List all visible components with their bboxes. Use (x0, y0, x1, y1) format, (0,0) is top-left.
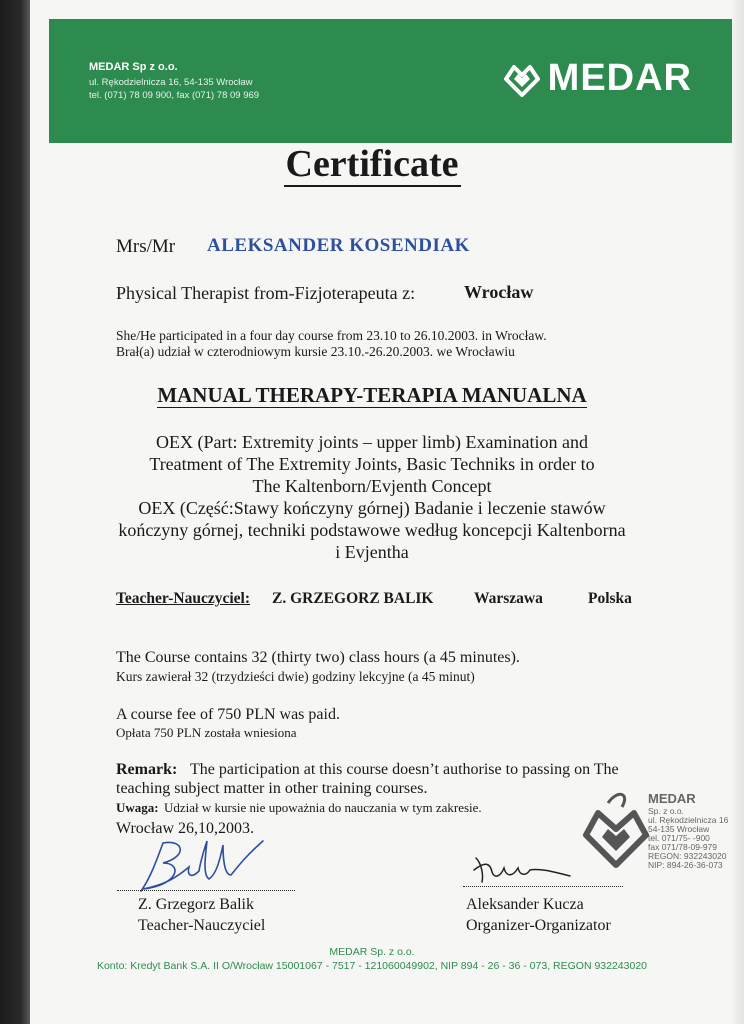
remark-label: Remark: (116, 761, 178, 778)
organizer-signatory-role: Organizer-Organizator (466, 917, 611, 934)
stamp-line: Sp. z o.o. (648, 806, 684, 816)
teacher-name: Z. GRZEGORZ BALIK (272, 590, 434, 607)
organizer-signature-icon (470, 848, 590, 888)
participation-pl: Brał(a) udział w czterodniowym kursie 23.10.-26.20.2003. we Wrocławiu (116, 344, 515, 359)
profession-label: Physical Therapist from-Fizjoterapeuta z: (116, 283, 416, 303)
teacher-signatory-name: Z. Grzegorz Balik (138, 896, 254, 913)
letterhead-phone: tel. (071) 78 09 900, fax (071) 78 09 969 (89, 90, 260, 101)
hours-en: The Course contains 32 (thirty two) class hours (a 45 minutes). (116, 649, 520, 666)
course-line: The Kaltenborn/Evjenth Concept (252, 476, 492, 496)
course-line: OEX (Part: Extremity joints – upper limb) Examination and (156, 432, 588, 452)
stamp-line: tel. 071/75- -900 (648, 833, 710, 843)
footer-bank-details: Konto: Kredyt Bank S.A. II O/Wrocław 15001067 - 7517 - 121060049902, NIP 894 - 26 - 36 - 073, REGON 932243020 (96, 960, 648, 972)
hours-pl: Kurs zawierał 32 (trzydzieści dwie) godziny lekcyjne (a 45 minut) (116, 669, 475, 684)
course-title: MANUAL THERAPY-TERAPIA MANUALNA (157, 383, 587, 407)
footer-company: MEDAR Sp. z o.o. (329, 946, 415, 958)
teacher-city: Warszawa (474, 590, 543, 607)
remark-pl-label: Uwaga: (116, 800, 159, 815)
logo-text: MEDAR (547, 57, 692, 99)
teacher-signatory-role: Teacher-Nauczyciel (138, 917, 266, 934)
stamp-company: MEDAR (648, 791, 696, 806)
recipient-city: Wrocław (464, 282, 534, 302)
organizer-signature-line (463, 886, 623, 887)
stamp-line: NIP: 894-26-36-073 (648, 860, 723, 870)
course-line: OEX (Część:Stawy kończyny górnej) Badanie i leczenie stawów (138, 498, 606, 518)
remark-pl-text: Udział w kursie nie upoważnia do nauczania w tym zakresie. (164, 800, 482, 815)
letterhead-company: MEDAR Sp z o.o. (89, 61, 178, 73)
heart-diamond-logo-icon (502, 59, 542, 99)
participation-en: She/He participated in a four day course from 23.10 to 26.10.2003. in Wrocław. (116, 328, 547, 343)
course-line: i Evjentha (335, 542, 409, 562)
teacher-signature-icon (135, 835, 275, 895)
organizer-signatory-name: Aleksander Kucza (466, 896, 584, 913)
teacher-country: Polska (588, 590, 632, 607)
stamp-line: ul. Rękodzielnicza 16 (648, 815, 729, 825)
stamp-line: 54-135 Wrocław (648, 824, 710, 834)
recipient-prefix: Mrs/Mr (116, 236, 176, 257)
certificate-title: Certificate (285, 143, 459, 185)
medar-logo (502, 57, 692, 100)
recipient-name: ALEKSANDER KOSENDIAK (207, 235, 470, 256)
remark-text-1: The participation at this course doesn’t authorise to passing on The (190, 761, 619, 778)
stamp-line: REGON: 932243020 (648, 851, 727, 861)
letterhead-band (49, 19, 732, 143)
course-line: Treatment of The Extremity Joints, Basic Techniks in order to (149, 454, 595, 474)
letterhead-address: ul. Rękodzielnicza 16, 54-135 Wrocław (89, 77, 253, 88)
teacher-label: Teacher-Nauczyciel: (116, 590, 250, 607)
stamp-line: fax 071/78-09-979 (648, 842, 717, 852)
place-date: Wrocław 26,10,2003. (116, 820, 254, 837)
teacher-signature-line (117, 890, 295, 891)
fee-pl: Opłata 750 PLN została wniesiona (116, 725, 297, 740)
remark-text-2: teaching subject matter in other training courses. (116, 780, 428, 797)
course-line: kończyny górnej, techniki podstawowe według koncepcji Kaltenborna (118, 520, 626, 540)
fee-en: A course fee of 750 PLN was paid. (116, 706, 340, 723)
course-description (0, 431, 744, 563)
